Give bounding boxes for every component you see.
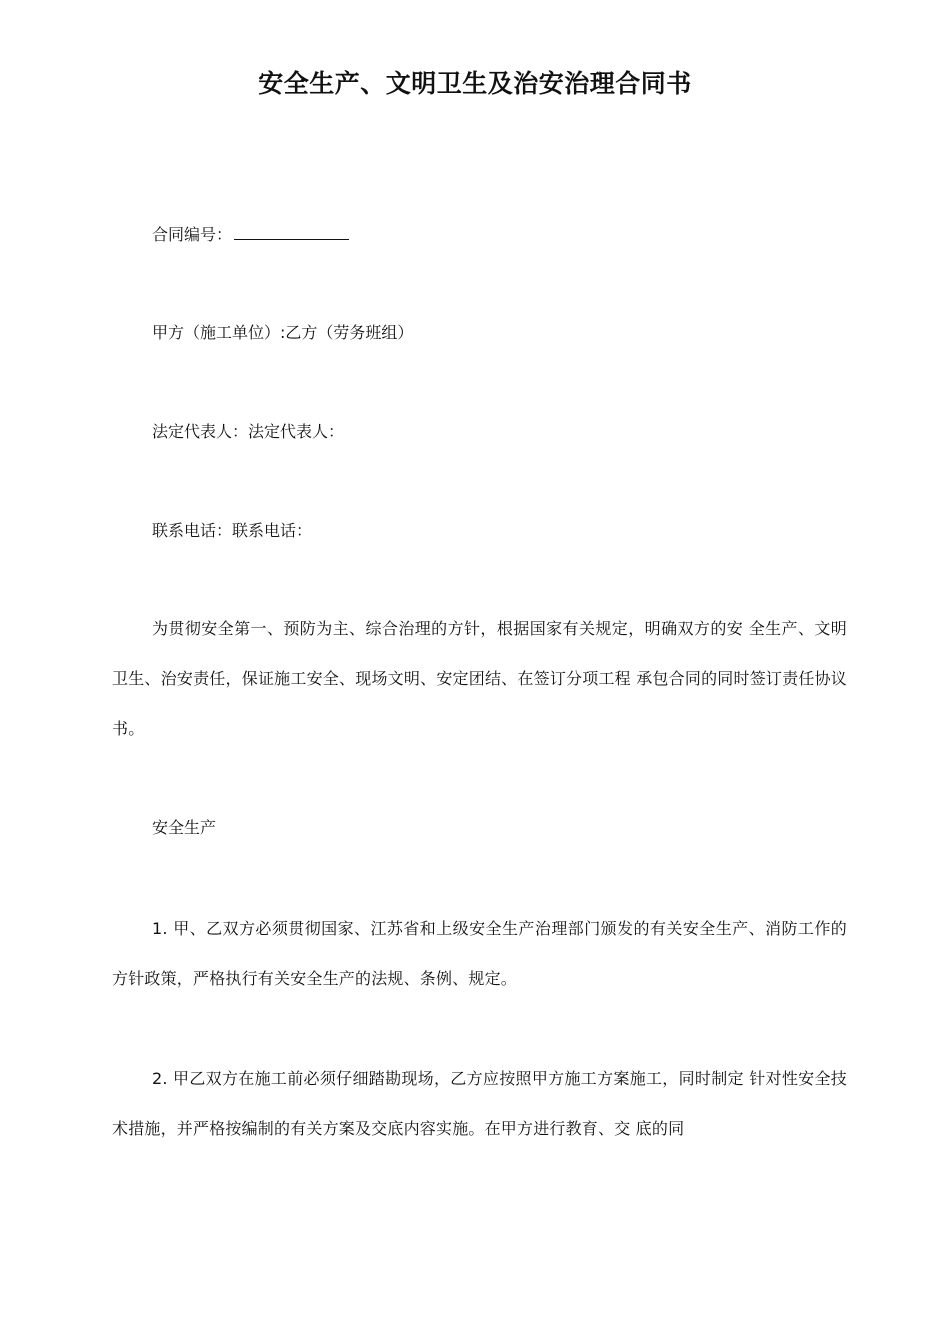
parties-line: 甲方（施工单位）:乙方（劳务班组） [152,323,414,342]
phone-line: 联系电话：联系电话： [152,521,313,540]
clause-2: 2. 甲乙双方在施工前必须仔细踏勘现场，乙方应按照甲方施工方案施工，同时制定 针对性安全技术措施，并严格按编制的有关方案及交底内容实施。在甲方进行教育、交 底的同 [112,1069,847,1138]
section-heading: 安全生产 [152,818,217,837]
contract-number-blank [234,225,349,240]
intro-paragraph: 为贯彻安全第一、预防为主、综合治理的方针，根据国家有关规定，明确双方的安 全生产、文明卫生、治安责任，保证施工安全、现场文明、安定团结、在签订分项工程 承包合同的同时签订责任协议书。 [112,619,847,738]
document-title: 安全生产、文明卫生及治安治理合同书 [258,69,692,98]
legal-representative-line: 法定代表人：法定代表人： [152,422,345,441]
clause-1: 1. 甲、乙双方必须贯彻国家、江苏省和上级安全生产治理部门颁发的有关安全生产、消防工作的方针政策，严格执行有关安全生产的法规、条例、规定。 [112,919,847,988]
contract-number-label: 合同编号： [152,225,233,244]
contract-number-line [152,224,349,246]
